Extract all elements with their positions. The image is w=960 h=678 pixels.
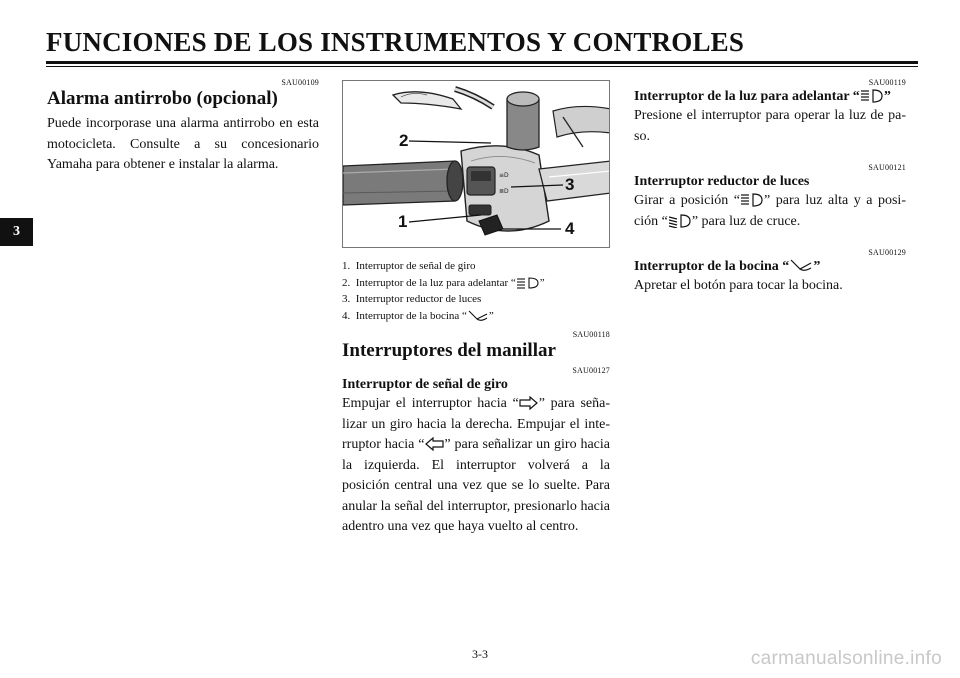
dimmer-body: Girar a posición “ ” para luz alta y a posición “ ” para luz de cruce. [634, 193, 906, 229]
header-rule [46, 61, 918, 64]
switches-column [634, 78, 906, 297]
turn-signal-body: Empujar el interruptor hacia “ ” para señalizar un giro hacia la derecha. Empujar el interruptor hacia “ ” para señalizar un giro hacia la izquierda. El interruptor volverá a la posición central una vez que se lo suelte. Para anular la señal del interruptor, presionarlo hacia adentro una vez que haya vuelto al centro. [342, 396, 610, 534]
handlebar-figure [342, 80, 610, 248]
arrow-right-icon [519, 396, 539, 410]
chapter-tab[interactable]: 3 [0, 218, 33, 246]
low-beam-icon [668, 214, 692, 228]
callout-1: 1 [398, 212, 408, 231]
section-code: SAU00127 [572, 366, 610, 375]
caption-item: 4. Interruptor de la bocina “ ” [342, 309, 494, 322]
callout-3: 3 [565, 175, 575, 194]
caption-item: 3. Interruptor reductor de luces [342, 293, 482, 305]
callout-4: 4 [565, 219, 575, 238]
caption-item: 1. Interruptor de señal de giro [342, 260, 476, 272]
high-beam-icon [860, 89, 884, 103]
high-beam-icon [516, 277, 540, 289]
section-code: SAU00118 [572, 330, 610, 339]
caption-item: 2. Interruptor de la luz para adelantar “ ” [342, 276, 545, 289]
svg-text:≡D: ≡D [499, 172, 509, 179]
section-code: SAU00109 [281, 78, 319, 87]
svg-text:≣D: ≣D [499, 188, 509, 195]
section-title: Interruptores del manillar [342, 340, 556, 361]
section-code: SAU00119 [868, 78, 906, 87]
watermark: carmanualsonline.info [750, 648, 942, 669]
horn-icon [467, 310, 489, 322]
section-code: SAU00121 [868, 163, 906, 172]
subsection-title: Interruptor de señal de giro [342, 377, 508, 392]
figure-caption-list [342, 258, 610, 324]
horn-body: Apretar el botón para tocar la bocina. [634, 278, 843, 293]
subsection-title: Interruptor de la luz para adelantar “ ” [634, 89, 891, 104]
section-body: Puede incorporase una alarma antirrobo en esta motocicleta. Consulte a su concesionario Yamaha para obtener e instalar la alarma. [47, 116, 319, 172]
arrow-left-icon [424, 437, 444, 451]
horn-icon [789, 259, 813, 273]
subsection-title: Interruptor de la bocina “ ” [634, 259, 821, 274]
page-title: FUNCIONES DE LOS INSTRUMENTOS Y CONTROLES [46, 27, 745, 57]
section-code: SAU00129 [868, 248, 906, 257]
section-title: Alarma antirrobo (opcional) [47, 88, 278, 109]
high-beam-icon [740, 193, 764, 207]
page-header [46, 26, 916, 58]
callout-2: 2 [399, 131, 409, 150]
header-rule-thin [46, 66, 918, 67]
page-number: 3-3 [472, 647, 488, 661]
handlebar-column [342, 80, 610, 538]
flash-light-body: Presione el interruptor para operar la luz de paso. [634, 108, 906, 144]
subsection-title: Interruptor reductor de luces [634, 174, 810, 189]
section-antitheft [47, 78, 319, 176]
